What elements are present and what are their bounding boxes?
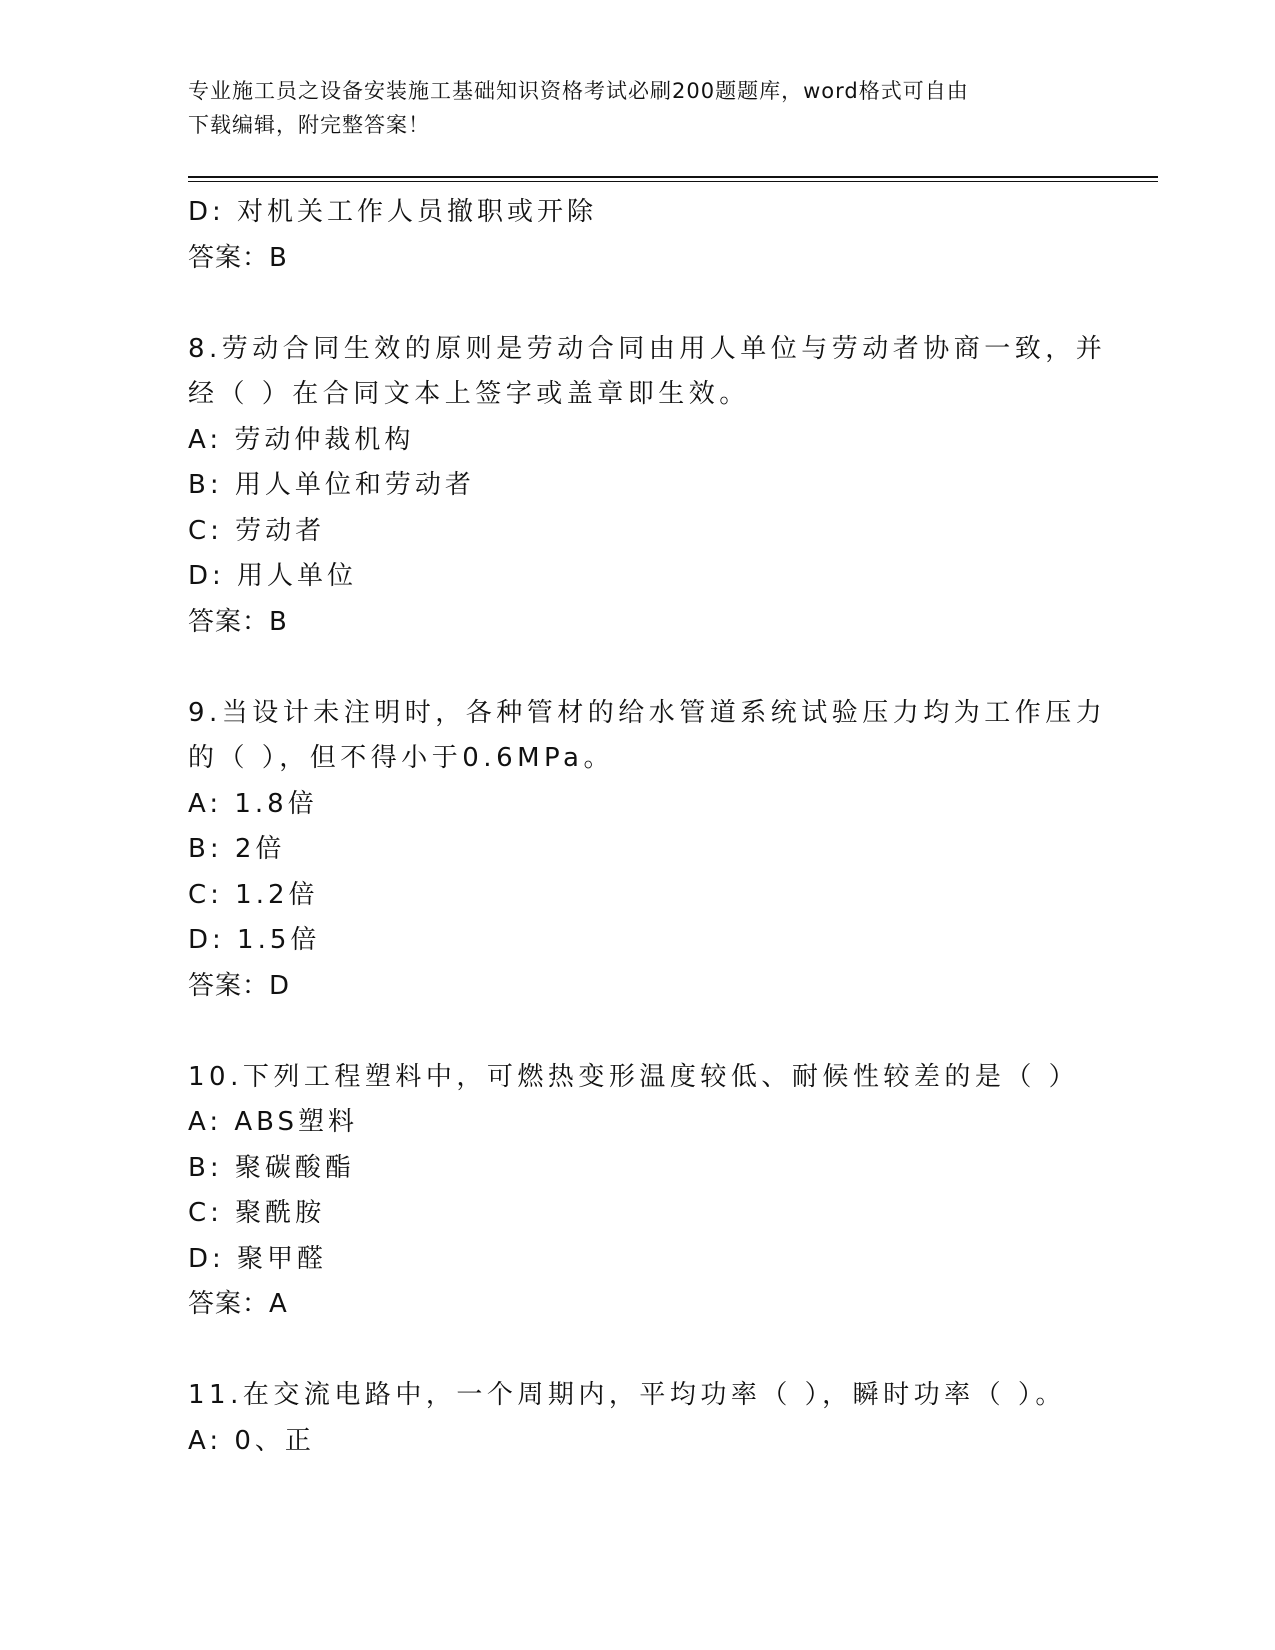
spacer [188, 281, 1088, 327]
option-c: C: 聚酰胺 [188, 1198, 326, 1228]
document-header [188, 74, 1068, 142]
option-a: A: ABS塑料 [188, 1107, 359, 1137]
question-text-line-1: 10.下列工程塑料中，可燃热变形温度较低、耐候性较差的是（ ） [188, 1061, 1080, 1092]
option-d: D: 对机关工作人员撤职或开除 [188, 197, 598, 227]
question-text-line-1: 11.在交流电路中，一个周期内，平均功率（ ），瞬时功率（ ）。 [188, 1380, 1066, 1410]
option-c: C: 劳动者 [188, 515, 326, 546]
question-9 [188, 691, 1107, 1010]
option-c: C: 1.2倍 [188, 879, 319, 910]
spacer [188, 1328, 1088, 1374]
option-d: D: 1.5倍 [188, 925, 321, 955]
option-d: D: 聚甲醛 [188, 1243, 328, 1274]
header-line-2: 下载编辑，附完整答案！ [188, 113, 430, 137]
option-b: B: 聚碳酸酯 [188, 1152, 355, 1183]
question-10 [188, 1055, 1088, 1328]
question-text-line-1: 8.劳动合同生效的原则是劳动合同由用人单位与劳动者协商一致，并 [188, 333, 1107, 364]
question-8 [188, 327, 1107, 646]
spacer [188, 645, 1088, 691]
spacer [188, 1009, 1088, 1055]
answer: 答案：B [188, 606, 288, 637]
header-line-1: 专业施工员之设备安装施工基础知识资格考试必刷200题题库，word格式可自由 [188, 79, 969, 103]
option-a: A: 1.8倍 [188, 788, 318, 819]
question-text-line-1: 9.当设计未注明时，各种管材的给水管道系统试验压力均为工作压力 [188, 697, 1107, 728]
answer: 答案：D [188, 970, 291, 1001]
question-text-line-2: 的（ ），但不得小于0.6MPa。 [188, 743, 614, 773]
answer: 答案：A [188, 1289, 288, 1319]
answer: 答案：B [188, 242, 288, 273]
header-divider-thin [188, 181, 1158, 182]
option-b: B: 用人单位和劳动者 [188, 470, 475, 500]
question-content [188, 190, 1107, 1464]
option-a: A: 0、正 [188, 1425, 315, 1456]
option-d: D: 用人单位 [188, 561, 358, 591]
header-divider-thick [188, 176, 1158, 178]
question-11 [188, 1373, 1088, 1464]
option-b: B: 2倍 [188, 834, 286, 864]
option-a: A: 劳动仲裁机构 [188, 424, 415, 455]
question-text-line-2: 经（ ）在合同文本上签字或盖章即生效。 [188, 379, 750, 409]
question-7-tail [188, 190, 1088, 281]
